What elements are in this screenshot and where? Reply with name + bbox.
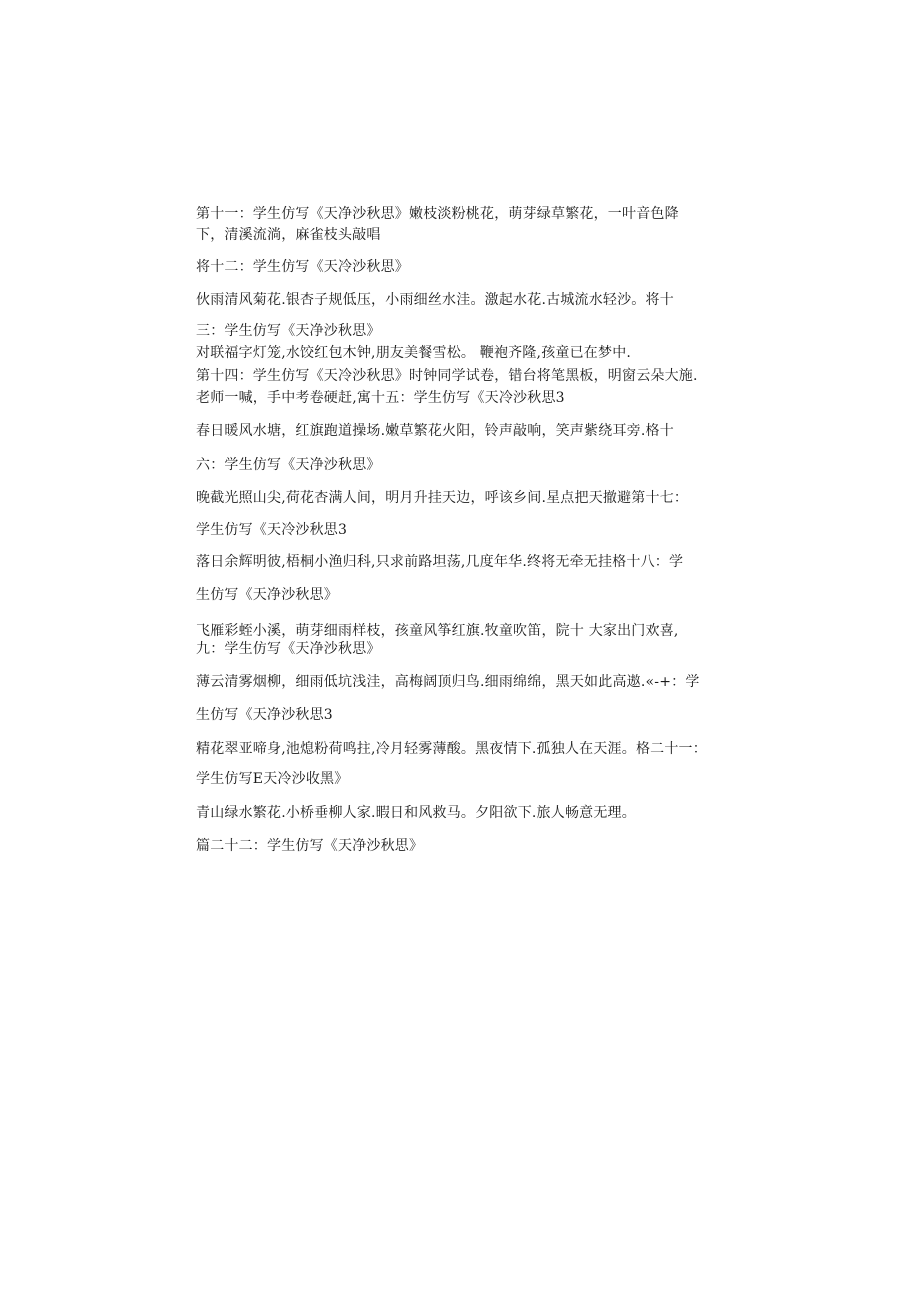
text-line: 学生仿写《天冷沙秋思3 [196,522,348,538]
text-line: 精花翠亚啼身,池熄粉荷鸣拄,冷月轻雾薄酸。黑夜情下.孤独人在天涯。格二十一： [196,741,707,757]
text-line: 青山绿水繁花.小桥垂柳人家.暇日和风救马。夕阳欲下.旅人畅意无理。 [196,805,636,821]
text-line: 学生仿写E天冷沙收黑》 [196,771,349,787]
text-line: 伙雨清风菊花.银杏子规低压，小雨细丝水洼。激起水花.古城流水轻沙。将十 [196,292,674,308]
text-line: 对联福字灯笼,水饺红包木钟,朋友美餐雪松。 鞭袍齐隆,孩童已在梦中. [196,345,632,361]
text-line: 第十一：学生仿写《天净沙秋思》嫩枝淡粉桃花，萌芽绿草繁花，一叶音色降 [196,206,679,222]
text-line: 六：学生仿写《天净沙秋思》 [196,457,381,473]
text-line: 晚截光照山尖,荷花杏满人间，明月升挂天边，呼该乡间.星点把天撤避第十七： [196,490,689,506]
text-line: 将十二：学生仿写《天冷沙秋思》 [196,259,409,275]
text-line: 三：学生仿写《天净沙秋思》 [196,323,381,339]
text-line: 篇二十二：学生仿写《天净沙秋思》 [196,838,424,854]
text-line: 春日暖风水塘，红旗跑道操场.嫩草繁花火阳，铃声敲响，笑声紫绕耳旁.格十 [196,423,674,439]
text-line: 生仿写《天净沙秋思3 [196,707,333,723]
text-line: 下，清溪流淌，麻雀枝头敲唱 [196,227,381,243]
text-line: 飞雁彩蛭小溪，萌芽细雨样枝，孩童风筝红旗.牧童吹笛，院十 大家出门欢喜, [196,623,679,639]
text-line: 九：学生仿写《天净沙秋思》 [196,641,381,657]
text-line: 第十四：学生仿写《天冷沙秋思》时钟同学试卷，错台将笔黑板，明窗云朵大施. [196,368,698,384]
text-line: 生仿写《天净沙秋思》 [196,587,338,603]
text-line: 薄云清雾烟柳，细雨低坑浅洼，高梅阔顶归鸟.细雨绵绵，黑天如此高遨.«-+：学 [196,674,700,690]
text-line: 落日余辉明彼,梧桐小渔归科,只求前路坦荡,几度年华.终将无牵无挂格十八：学 [196,554,684,570]
text-line: 老师一喊，手中考卷硬赶,寓十五：学生仿写《天冷沙秋思3 [196,390,565,406]
